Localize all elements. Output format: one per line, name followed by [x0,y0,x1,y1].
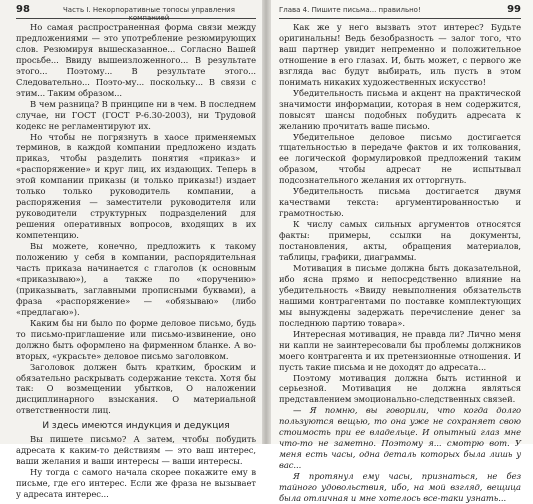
page-number: 99 [507,4,521,15]
running-title: Часть I. Некорпоративные топосы управления компанией [63,6,235,22]
quoted-paragraph: Я протянул ему часы, признаться, не без тайного удовольствия, ибо, на мой взгляд, вещица была отличная и мне хотелось все-таки узнать... [279,471,521,503]
paragraph: Каким бы ни было по форме деловое письмо, будь то письмо-приглашение или письмо-извинение, оно должно быть оформлено на фирменном бланке. А во-вторых, «украсьте» деловое письмо заголовком. [16,317,256,361]
paragraph: Мотивация в письме должна быть доказательной, ибо ясна прямо и непосредственно влияние на убедительность «Ввиду невыполнения обязательств нашими контрагентами по поставке комплектующих мы вынуждены задержать перечисление денег за последнюю партию товара». [279,262,521,328]
book-gutter [262,0,271,444]
paragraph: Как же у него вызвать этот интерес? Будьте оригинальны! Ведь безобразность — залог того, что ваш партнер увидит непременно и положительное отношение в его глазах. И, быть может, с первого же взгляда вас будут выбирать, иль пусть в этом понимать никаких художественных искусство! [279,22,521,87]
paragraph: Поэтому мотивация должна быть истинной и серьезной. Мотивация не должна являться представлением эмоционально-следственных связей. [279,372,521,405]
paragraph: Но самая распространенная форма связи между предложениями — это употребление резюмирующих слов. Резюмируя вышесказанное... Согласно Вашей просьбе... Ввиду вышеизложенного... В результате этого... Поэтому... В результате этого... Следовательно... Поэто-му... поскольку... В связи с этим... Таким образом... [16,22,256,98]
paragraph: Интересная мотивация, не правда ли? Лично меня ни капли не заинтересовали бы проблемы должников моего контрагента и их претензионные отношения. И пусть такие письма и не доходят до адресата... [279,328,521,372]
paragraph: Убедительное деловое письмо достигается тщательностью в передаче фактов и их толкования, ее логической формулировкой предложений таким образом, чтобы адресат не испытывал подсознательного желания их отторгнуть. [279,131,521,186]
paragraph: К числу самых сильных аргументов относятся факты: примеры, ссылки на документы, постановления, акты, обращения материалов, таблицы, графики, диаграммы. [279,219,521,263]
paragraph: Вы пишете письмо? А затем, чтобы побудить адресата к каким-то действиям — это ваш интерес, ваши желания и ваши интересы — ваши интересы. [16,434,256,467]
section-subheading: И здесь имеются индукция и дедукция [42,421,230,432]
left-page [0,0,262,500]
paragraph: Заголовок должен быть кратким, броским и обязательно раскрывать содержание текста. Хотя бы так: О возмещении убытков, О наложении дисциплинарного взыскания. О материальной ответственности лиц. [16,361,256,416]
right-page [271,0,533,503]
paragraph: Вы можете, конечно, предложить к такому положению у себя в компании, распорядительная часть приказа начинается с глаголов (к основным «приказываю»), а также по «поручению» (приказывать, заглавными прописными буквами), а фраза «распоряжение» — «обязываю» (либо «предлагаю»). [16,241,256,317]
quoted-paragraph: — Я помню, вы говорили, что когда долго пользуются вещью, то она уже не сохраняет свою стоимость при ее владельце. И опытный глаз мне что-то не заметно. Поэтому я... смотрю вот. У меня есть часы, одна деталь которых была лишь у вас... [279,405,521,471]
page-number: 98 [16,4,30,15]
paragraph: Но чтобы не погрязнуть в хаосе применяемых терминов, в каждой компании предложено издать приказ, чтобы разделить понятия «приказ» и «распоряжение» и круг лиц, их издающих. Теперь в этой компании приказы (и только приказы!) издает только только руководитель компании, а распоряжения — заместители руководителя или руководители структурных подразделений для решения оперативных вопросов, входящих в их компетенцию. [16,131,256,241]
paragraph: Убедительность письма достигается двумя качествами текста: аргументированностью и грамотностью. [279,186,521,219]
running-title: Глава 4. Пишите письма... правильно! [279,6,421,14]
paragraph: Убедительность письма и акцент на практической значимости информации, которая в нем содержится, повысят шансы подобных побудить адресата к желанию прочитать ваше письмо. [279,87,521,131]
right-page-header [279,4,521,19]
paragraph: В чем разница? В принципе ни в чем. В последнем случае, ни ГОСТ (ГОСТ Р-6.30-2003), ни Трудовой кодекс не регламентируют их. [16,98,256,131]
paragraph: Ну тогда с самого начала скорее покажите ему в письме, где его интерес. Если же фраза не вызывает у адресата интерес... [16,467,256,500]
left-page-header [16,4,256,22]
